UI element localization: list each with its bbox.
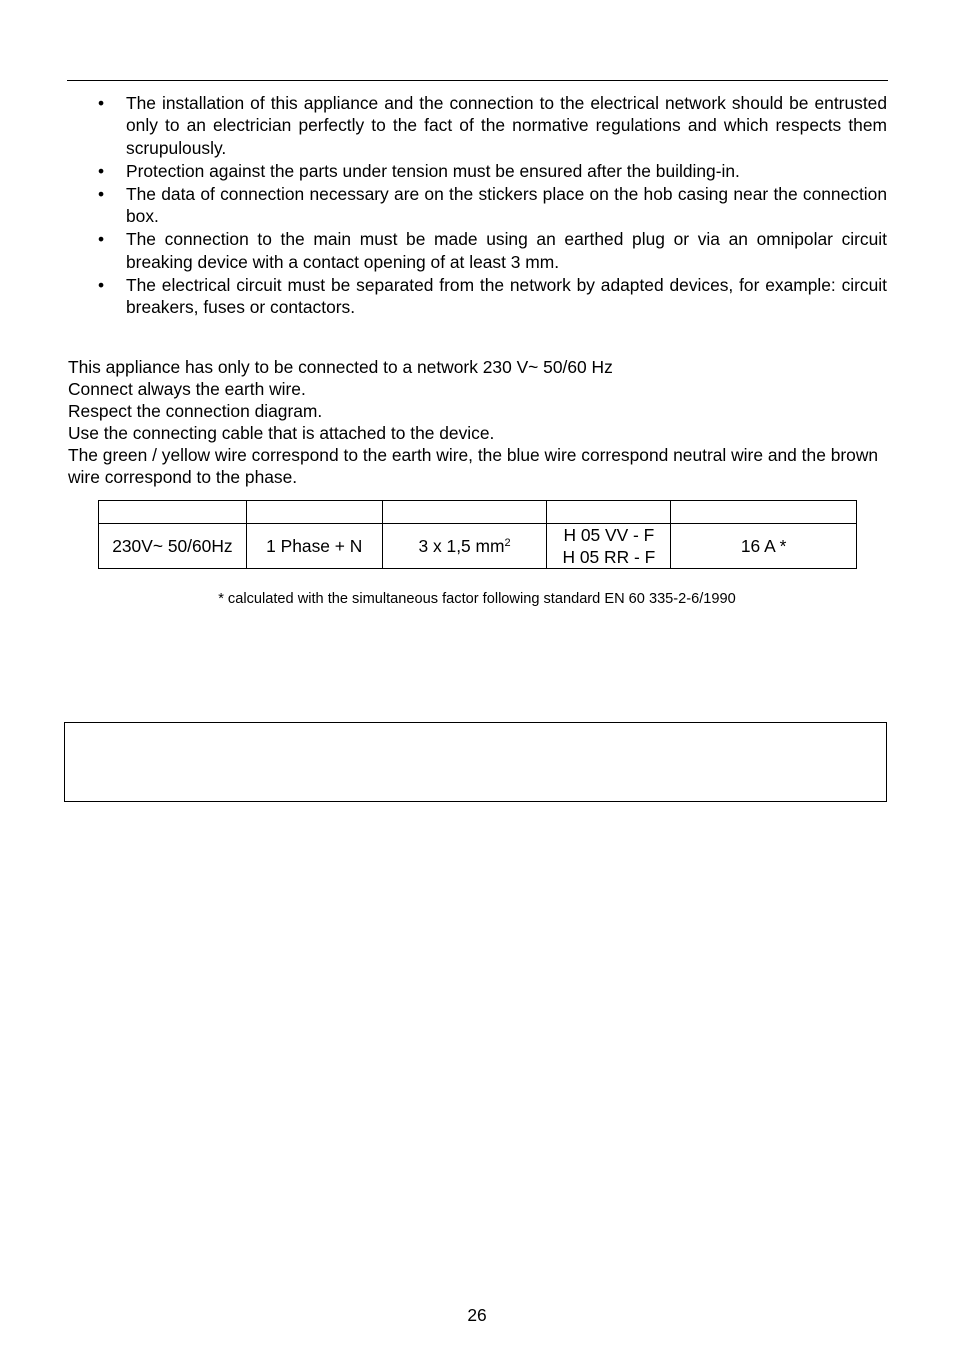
table-header-cell [547,501,671,524]
list-item [98,183,887,228]
list-item-text: The installation of this appliance and the connection to the electrical network should be entrusted only to an electrician perfectly to the fact of the normative regulations and which respects them scrupulously. [126,93,887,158]
safety-bullet-list [98,92,887,319]
bullet-icon: • [98,93,105,113]
table-header-cell [671,501,857,524]
header-rule [67,80,888,81]
instruction-line: This appliance has only to be connected to a network 230 V~ 50/60 Hz [68,357,613,377]
instruction-line: Use the connecting cable that is attached to the device. [68,423,495,443]
bullet-icon: • [98,160,105,181]
instruction-line: Respect the connection diagram. [68,401,323,421]
bullet-icon: • [98,183,105,204]
list-item [98,160,887,182]
list-item [98,228,887,273]
list-item-text: The electrical circuit must be separated from the network by adapted devices, for example: circuit breakers, fuses or contactors. [126,274,887,318]
list-item-text: The connection to the main must be made using an earthed plug or via an omnipolar circuit breaking device with a contact opening of at least 3 mm. [126,229,887,272]
bullet-icon: • [98,274,105,295]
list-item-text: The data of connection necessary are on the stickers place on the hob casing near the connection box. [126,183,887,227]
connection-spec-table [98,500,857,569]
table-footnote: * calculated with the simultaneous factor following standard EN 60 335-2-6/1990 [218,591,736,607]
empty-frame [64,722,887,802]
voltage-cell: 230V~ 50/60Hz [99,524,247,569]
table-row [99,524,857,569]
cable-type-line: H 05 RR - F [562,547,656,567]
list-item-text: Protection against the parts under tension must be ensured after the building-in. [126,160,740,181]
list-item [98,274,887,319]
cable-section-value: 3 x 1,5 mm [418,536,505,556]
connection-instructions [68,356,886,488]
bullet-icon: • [98,229,105,250]
page-number: 26 [467,1305,487,1325]
fuse-cell: 16 A * [671,524,857,569]
superscript: 2 [504,537,511,549]
table-header-cell [99,501,247,524]
table-header-row [99,501,857,524]
cable-type-line: H 05 VV - F [563,525,655,545]
instruction-line: The green / yellow wire correspond to the earth wire, the blue wire correspond neutral wire and the brown wire correspond to the phase. [68,445,879,487]
table-header-cell [246,501,382,524]
list-item [98,92,887,159]
cable-type-cell [547,524,671,569]
table-header-cell [382,501,547,524]
cable-section-cell [382,524,547,569]
phase-cell: 1 Phase + N [246,524,382,569]
instruction-line: Connect always the earth wire. [68,379,306,399]
